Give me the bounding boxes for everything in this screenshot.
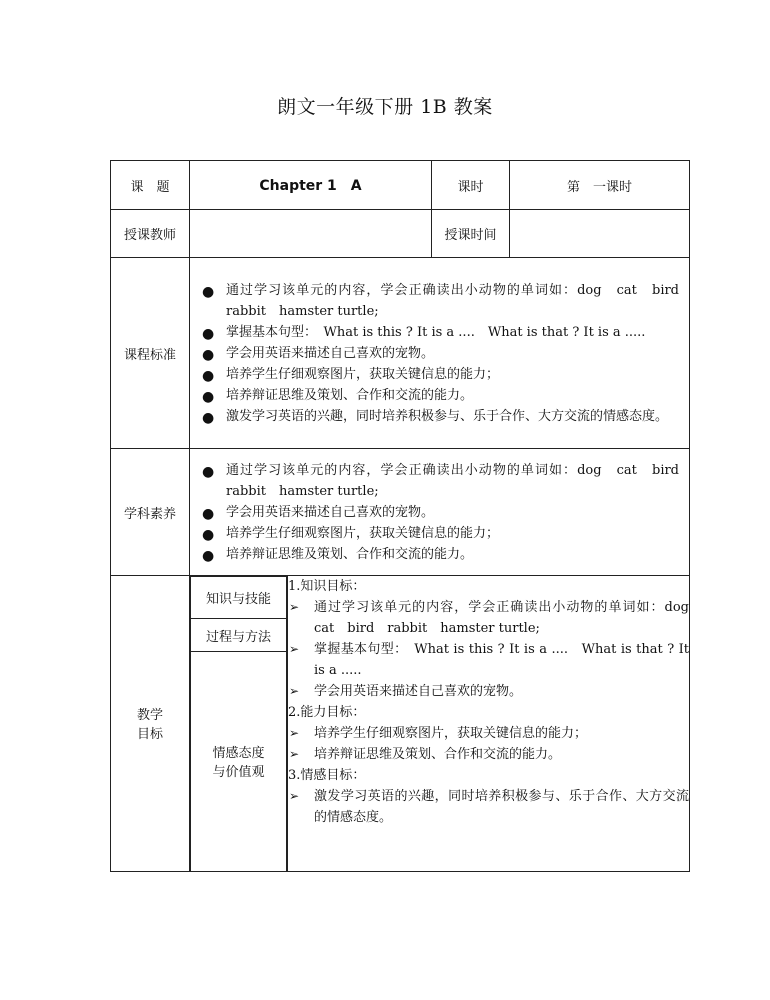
literacy-row <box>111 449 690 576</box>
ability-item <box>288 744 689 765</box>
sub-knowledge: 知识与技能 <box>191 577 287 619</box>
emotion-item-text: 激发学习英语的兴趣，同时培养积极参与、乐于合作、大方交流的情感态度。 <box>314 789 690 825</box>
sub-emotion-line2: 与价值观 <box>212 765 265 781</box>
standards-row <box>111 258 690 449</box>
literacy-item <box>200 544 679 565</box>
bullet-icon: ● <box>202 346 215 363</box>
literacy-item-text: 培养学生仔细观察图片，获取关键信息的能力； <box>226 525 500 541</box>
standards-item-text: 激发学习英语的兴趣，同时培养积极参与、乐于合作、大方交流的情感态度。 <box>226 408 669 424</box>
arrow-bullet-icon: ➢ <box>289 684 300 698</box>
objectives-label-line1: 教学 <box>136 708 163 724</box>
arrow-bullet-icon: ➢ <box>289 726 300 740</box>
teacher-row <box>111 210 690 258</box>
objectives-row <box>111 576 690 872</box>
ability-heading: 2.能力目标： <box>288 705 366 720</box>
arrow-bullet-icon: ➢ <box>289 642 300 656</box>
objectives-label <box>111 576 190 872</box>
standards-label: 课程标准 <box>111 258 190 449</box>
objectives-content <box>288 576 703 872</box>
standards-content <box>190 258 693 449</box>
standards-item <box>200 280 693 322</box>
standards-list <box>190 276 693 431</box>
objectives-label-line2: 目标 <box>136 727 163 743</box>
objectives-subcategories <box>190 576 288 872</box>
bullet-icon: ● <box>202 409 215 426</box>
knowledge-item-text: 通过学习该单元的内容，学会正确读出小动物的单词如：dog cat bird rabbit hamster turtle; <box>314 600 703 636</box>
bullet-icon: ● <box>202 325 215 342</box>
topic-label: 课 题 <box>111 161 190 210</box>
bullet-icon: ● <box>202 505 215 522</box>
lesson-plan-table <box>110 160 703 872</box>
period-value: 第 一课时 <box>510 161 690 210</box>
time-value <box>510 210 690 258</box>
knowledge-item <box>288 681 689 702</box>
ability-item-text: 培养学生仔细观察图片，获取关键信息的能力； <box>314 726 588 741</box>
period-label: 课时 <box>432 161 510 210</box>
ability-item-text: 培养辩证思维及策划、合作和交流的能力。 <box>314 747 562 762</box>
standards-item-text: 通过学习该单元的内容，学会正确读出小动物的单词如：dog cat bird rabbit hamster turtle; <box>226 282 693 319</box>
literacy-item <box>200 460 693 502</box>
literacy-item <box>200 523 679 544</box>
sub-emotion-line1: 情感态度 <box>212 746 265 762</box>
bullet-icon: ● <box>202 388 215 405</box>
time-label: 授课时间 <box>432 210 510 258</box>
knowledge-heading: 1.知识目标： <box>288 579 366 594</box>
objectives-subtable <box>190 576 287 871</box>
literacy-item-text: 培养辩证思维及策划、合作和交流的能力。 <box>226 546 474 562</box>
ability-item <box>288 723 689 744</box>
document-title: 朗文一年级下册 1B 教案 <box>277 96 493 118</box>
standards-item <box>200 385 679 406</box>
standards-item <box>200 364 679 385</box>
knowledge-item <box>288 597 703 639</box>
literacy-label: 学科素养 <box>111 449 190 576</box>
literacy-item <box>200 502 679 523</box>
knowledge-item <box>288 639 689 681</box>
standards-item <box>200 406 679 427</box>
knowledge-item-text: 学会用英语来描述自己喜欢的宠物。 <box>314 684 523 699</box>
bullet-icon: ● <box>202 463 215 480</box>
arrow-bullet-icon: ➢ <box>289 789 300 803</box>
bullet-icon: ● <box>202 526 215 543</box>
arrow-bullet-icon: ➢ <box>289 600 300 614</box>
standards-item <box>200 343 679 364</box>
ability-list <box>288 723 689 765</box>
standards-item-text: 培养学生仔细观察图片，获取关键信息的能力； <box>226 366 500 382</box>
standards-item-text: 培养辩证思维及策划、合作和交流的能力。 <box>226 387 474 403</box>
sub-emotion <box>191 652 287 871</box>
topic-row <box>111 161 690 210</box>
bullet-icon: ● <box>202 367 215 384</box>
literacy-list <box>190 456 693 569</box>
standards-item-text: 掌握基本句型： What is this ? It is a .... What is that ? It is a ..... <box>226 324 646 340</box>
standards-item-text: 学会用英语来描述自己喜欢的宠物。 <box>226 345 435 361</box>
topic-value: Chapter 1 A <box>190 161 432 210</box>
emotion-heading: 3.情感目标： <box>288 768 366 783</box>
literacy-content <box>190 449 693 576</box>
teacher-label: 授课教师 <box>111 210 190 258</box>
arrow-bullet-icon: ➢ <box>289 747 300 761</box>
literacy-item-text: 学会用英语来描述自己喜欢的宠物。 <box>226 504 435 520</box>
emotion-item <box>288 786 689 828</box>
bullet-icon: ● <box>202 547 215 564</box>
knowledge-list <box>288 597 703 702</box>
teacher-value <box>190 210 432 258</box>
emotion-list <box>288 786 689 828</box>
sub-process: 过程与方法 <box>191 619 287 652</box>
knowledge-item-text: 掌握基本句型： What is this ? It is a .... What is that ? It is a ..... <box>314 642 690 678</box>
bullet-icon: ● <box>202 283 215 300</box>
standards-item <box>200 322 679 343</box>
literacy-item-text: 通过学习该单元的内容，学会正确读出小动物的单词如：dog cat bird rabbit hamster turtle; <box>226 462 693 499</box>
